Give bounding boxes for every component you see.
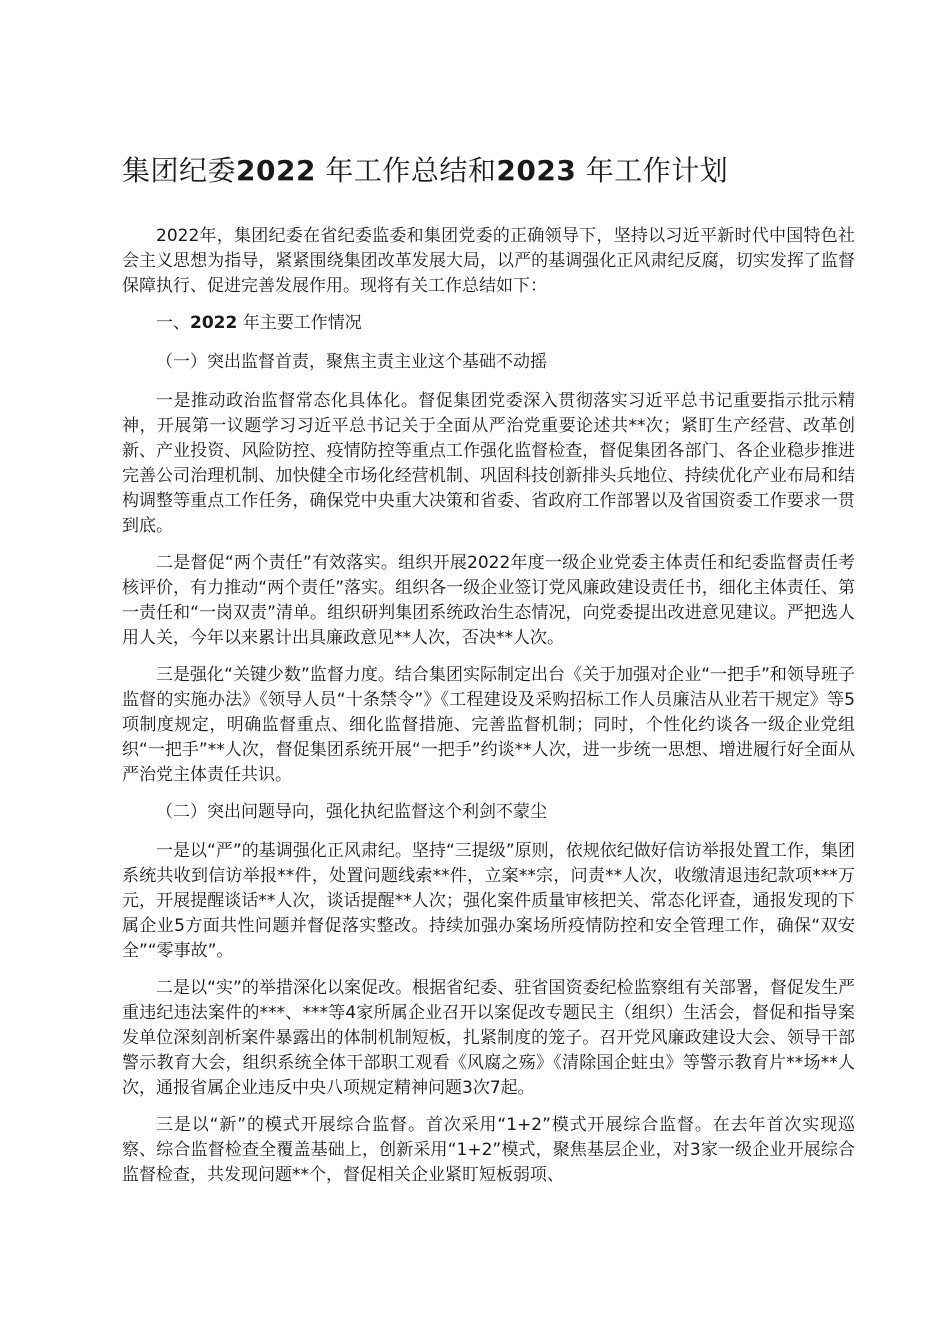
title-part-2: 年工作总结和 — [325, 154, 497, 187]
paragraph-case-reform: 二是以“实”的举措深化以案促改。根据省纪委、驻省国资委纪检监察组有关部署，督促发生严重违纪违法案件的***、***等4家所属企业召开以案促改专题民主（组织）生活会，督促和指导案发单位深刻剖析案件暴露出的体制机制短板，扎紧制度的笼子。召开党风廉政建设大会、领导干部警示教育大会，组织系统全体干部职工观看《风腐之殇》《清除国企蛀虫》等警示教育片**场**人次，通报省属企业违反中央八项规定精神问题3次7起。 — [122, 978, 855, 1098]
section-heading-text: 年主要工作情况 — [242, 313, 362, 333]
title-year-2023: 2023 — [496, 154, 577, 187]
intro-paragraph: 2022年，集团纪委在省纪委监委和集团党委的正确领导下，坚持以习近平新时代中国特色社会主义思想为指导，紧紧围绕集团改革发展大局，以严的基调强化正风肃纪反腐，切实发挥了监督保障执行、促进完善发展作用。现将有关工作总结如下： — [122, 226, 855, 296]
paragraph-new-model: 三是以“新”的模式开展综合监督。首次采用“1+2”模式开展综合监督。在去年首次实现巡察、综合监督检查全覆盖基础上，创新采用“1+2”模式，聚焦基层企业，对3家一级企业开展综合监督检查，共发现问题**个，督促相关企业紧盯短板弱项、 — [122, 1115, 855, 1185]
document-title — [122, 150, 855, 192]
paragraph-political-supervision: 一是推动政治监督常态化具体化。督促集团党委深入贯彻落实习近平总书记重要指示批示精神，开展第一议题学习习近平总书记关于全面从严治党重要论述共**次；紧盯生产经营、改革创新、产业投资、风险防控、疫情防控等重点工作强化监督检查，督促集团各部门、各企业稳步推进完善公司治理机制、加快健全市场化经营机制、巩固科技创新排头兵地位、持续优化产业布局和结构调整等重点工作任务，确保党中央重大决策和省委、省政府工作部署以及省国资委工作要求一贯到底。 — [122, 391, 855, 536]
section-heading-prefix: 一、 — [156, 313, 190, 333]
paragraph-key-minority: 三是强化“关键少数”监督力度。结合集团实际制定出台《关于加强对企业“一把手”和领导班子监督的实施办法》《领导人员“十条禁令”》《工程建设及采购招标工作人员廉洁从业若干规定》等5项制度规定，明确监督重点、细化监督措施、完善监督机制；同时，个性化约谈各一级企业党组织“一把手”**人次，督促集团系统开展“一把手”约谈**人次，进一步统一思想、增进履行好全面从严治党主体责任共识。 — [122, 665, 855, 785]
title-part-3: 年工作计划 — [585, 154, 729, 187]
subsection-heading-2: （二）突出问题导向，强化执纪监督这个利剑不蒙尘 — [156, 802, 547, 822]
title-year-2022: 2022 — [236, 154, 316, 187]
section-heading-year: 2022 — [190, 313, 238, 333]
paragraph-two-responsibilities: 二是督促“两个责任”有效落实。组织开展2022年度一级企业党委主体责任和纪委监督责任考核评价，有力推动“两个责任”落实。组织各一级企业签订党风廉政建设责任书，细化主体责任、第一责任和“一岗双责”清单。组织研判集团系统政治生态情况，向党委提出改进意见建议。严把选人用人关，今年以来累计出具廉政意见**人次，否决**人次。 — [122, 553, 855, 648]
subsection-heading-1: （一）突出监督首责，聚焦主责主业这个基础不动摇 — [156, 352, 547, 372]
section-heading-1 — [122, 311, 855, 336]
paragraph-strict-discipline: 一是以“严”的基调强化正风肃纪。坚持“三提级”原则，依规依纪做好信访举报处置工作，集团系统共收到信访举报**件，处置问题线索**件，立案**宗，问责**人次，收缴清退违纪款项***万元，开展提醒谈话**人次，谈话提醒**人次；强化案件质量审核把关、常态化评查，通报发现的下属企业5方面共性问题并督促落实整改。持续加强办案场所疫情防控和安全管理工作，确保“双安全”“零事故”。 — [122, 841, 855, 961]
title-part-1: 集团纪委 — [122, 154, 237, 187]
